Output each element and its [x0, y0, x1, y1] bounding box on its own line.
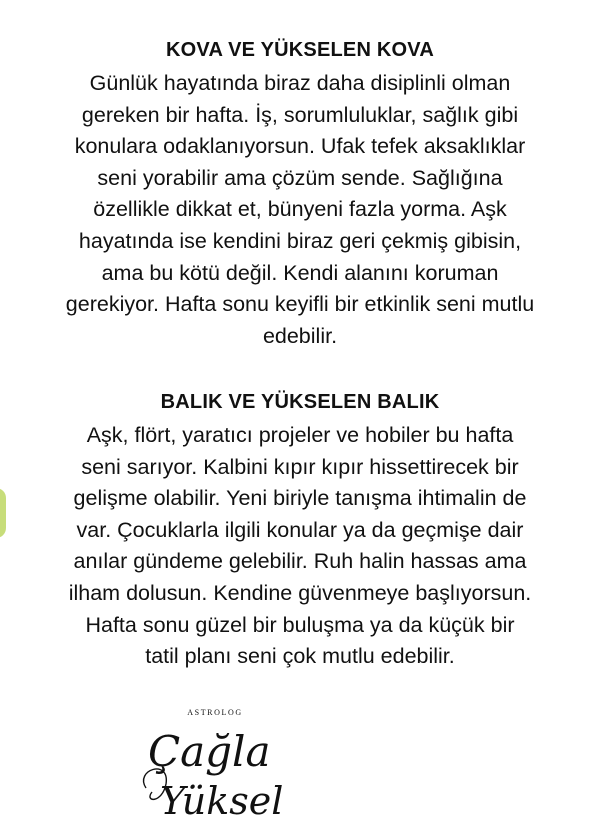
signature-last-name: Yüksel — [160, 779, 284, 823]
horoscope-section-kova — [0, 38, 600, 352]
body-line: tatil planı seni çok mutlu edebilir. — [145, 644, 455, 669]
section-title: KOVA VE YÜKSELEN KOVA — [166, 39, 434, 61]
body-line: Günlük hayatında biraz daha disiplinli olman — [89, 71, 511, 95]
body-line: Aşk, flört, yaratıcı projeler ve hobiler bu hafta — [86, 423, 514, 447]
body-line: Hafta sonu güzel bir buluşma ya da küçük bir — [85, 612, 515, 637]
section-body — [0, 420, 600, 673]
body-line: hayatında ise kendini biraz geri çekmiş gibisin, — [78, 228, 522, 253]
signature-logo — [140, 708, 290, 828]
body-line: seni sarıyor. Kalbini kıpır kıpır hissettirecek bir — [81, 454, 519, 479]
signature-first-name: Çağla — [148, 727, 271, 776]
body-line: gereken bir hafta. İş, sorumluluklar, sağlık gibi — [81, 102, 519, 127]
body-line: özellikle dikkat et, bünyeni fazla yorma. Aşk — [93, 197, 507, 222]
body-line: konulara odaklanıyorsun. Ufak tefek aksaklıklar — [74, 134, 526, 159]
signature-label: ASTROLOG — [187, 708, 243, 717]
section-title: BALIK VE YÜKSELEN BALIK — [160, 391, 440, 413]
horoscope-section-balik — [0, 390, 600, 673]
body-line: var. Çocuklarla ilgili konular ya da geçmişe dair — [76, 517, 524, 542]
body-line: seni yorabilir ama çözüm sende. Sağlığına — [97, 165, 503, 190]
body-line: ilham dolusun. Kendine güvenmeye başlıyorsun. — [68, 580, 532, 605]
body-line: gerekiyor. Hafta sonu keyifli bir etkinlik seni mutlu — [65, 292, 535, 317]
body-line: ama bu kötü değil. Kendi alanını koruman — [101, 260, 499, 285]
signature-script — [140, 718, 290, 828]
body-line: edebilir. — [262, 323, 338, 348]
body-line: anılar gündeme gelebilir. Ruh halin hassas ama — [73, 549, 527, 574]
section-body — [0, 68, 600, 352]
body-line: gelişme olabilir. Yeni biriyle tanışma ihtimalin de — [73, 486, 527, 511]
